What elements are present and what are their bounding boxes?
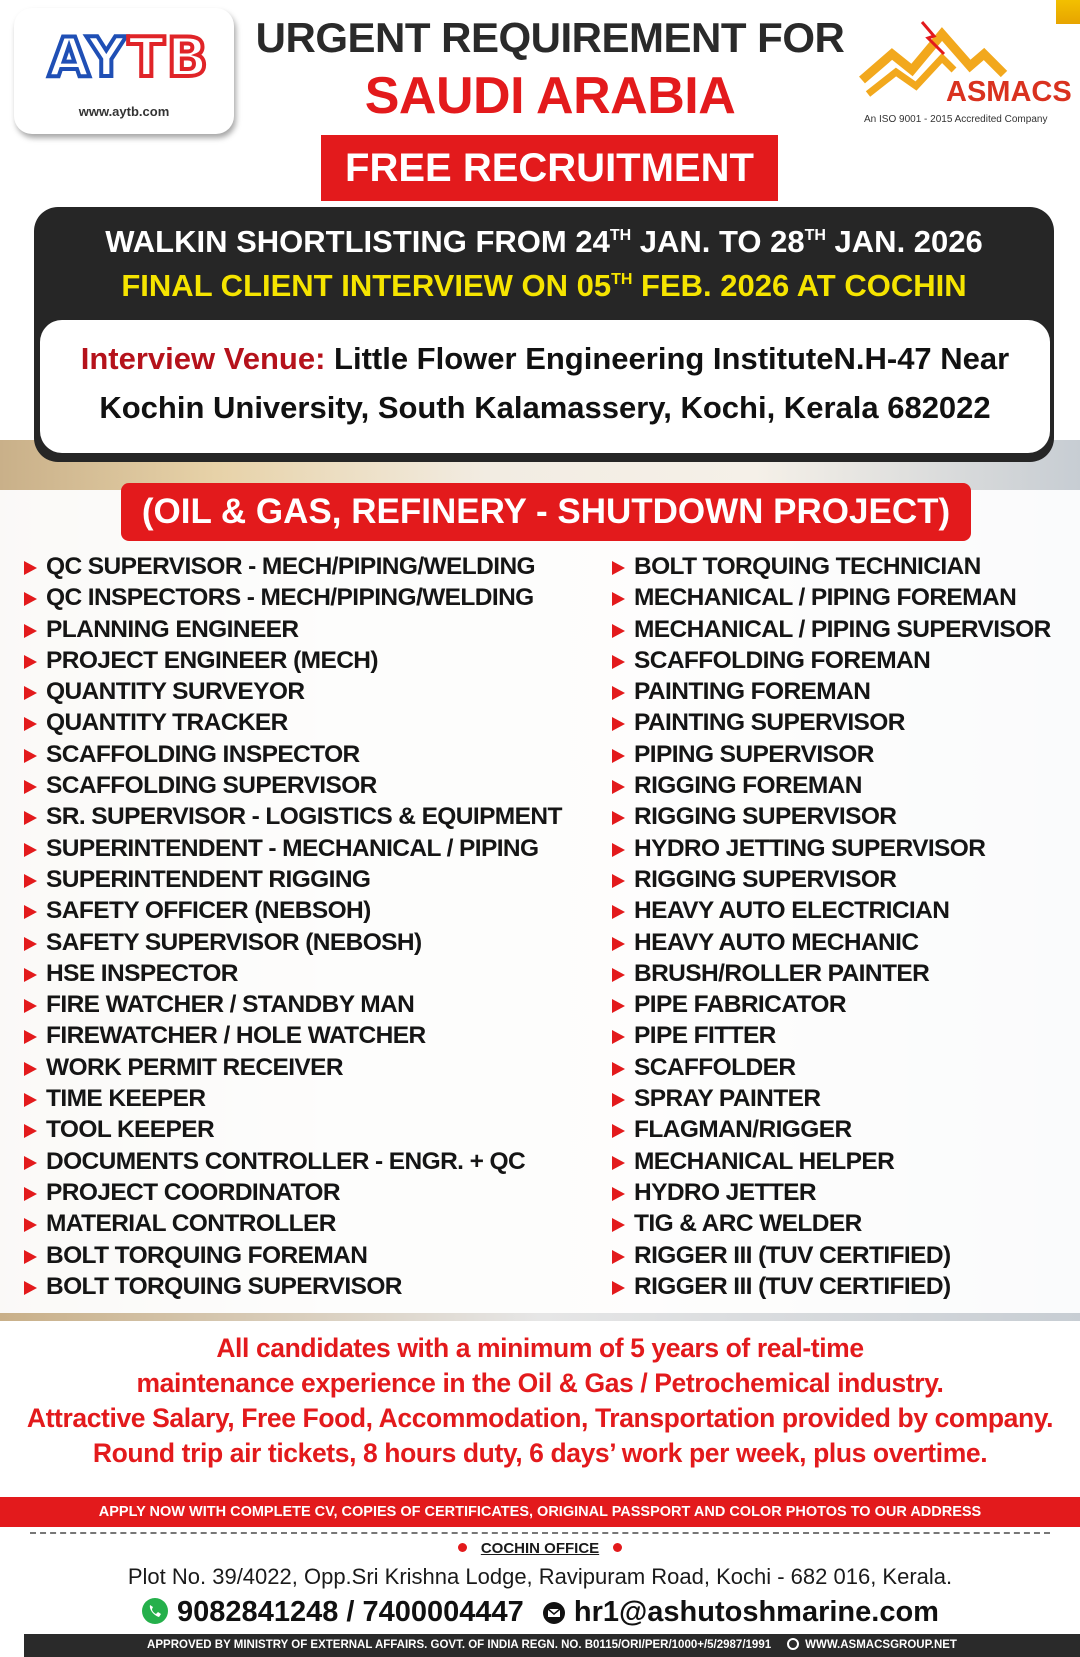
final-interview-date: FINAL CLIENT INTERVIEW ON 05TH FEB. 2026 AT COCHIN — [121, 268, 967, 303]
job-item — [24, 833, 584, 864]
job-item — [24, 958, 584, 989]
triangle-bullet-icon — [612, 1250, 625, 1264]
footer-bar — [24, 1634, 1080, 1657]
job-title: QC INSPECTORS - MECH/PIPING/WELDING — [46, 584, 534, 612]
condition-line: All candidates with a minimum of 5 years of real-time — [216, 1333, 864, 1363]
job-title: SCAFFOLDER — [634, 1053, 796, 1081]
job-item — [612, 958, 1072, 989]
walkin-dates: WALKIN SHORTLISTING FROM 24TH JAN. TO 28TH JAN. 2026 — [105, 224, 983, 259]
job-title: BOLT TORQUING TECHNICIAN — [634, 553, 981, 580]
job-title: RIGGING SUPERVISOR — [634, 865, 897, 893]
office-heading — [0, 1540, 1080, 1557]
approval-text: APPROVED BY MINISTRY OF EXTERNAL AFFAIRS. GOVT. OF INDIA REGN. NO. B0115/ORI/PER/1000+/5/2987/1991 — [147, 1639, 772, 1651]
triangle-bullet-icon — [24, 780, 37, 794]
job-title: HYDRO JETTER — [634, 1178, 817, 1206]
job-title: BOLT TORQUING FOREMAN — [46, 1241, 368, 1269]
triangle-bullet-icon — [24, 1030, 37, 1044]
triangle-bullet-icon — [612, 811, 625, 825]
whatsapp-icon — [141, 1597, 169, 1633]
triangle-bullet-icon — [612, 843, 625, 857]
triangle-bullet-icon — [612, 874, 625, 888]
triangle-bullet-icon — [612, 686, 625, 700]
conditions-text — [0, 1331, 1080, 1471]
job-item — [612, 1146, 1072, 1177]
job-title: BRUSH/ROLLER PAINTER — [634, 959, 930, 987]
triangle-bullet-icon — [612, 1281, 625, 1295]
job-title: PIPE FABRICATOR — [634, 991, 846, 1019]
job-item — [612, 770, 1072, 801]
triangle-bullet-icon — [24, 905, 37, 919]
triangle-bullet-icon — [24, 1218, 37, 1232]
globe-icon — [787, 1638, 799, 1650]
job-title: SAFETY OFFICER (NEBSOH) — [46, 897, 371, 925]
job-title: PIPING SUPERVISOR — [634, 740, 874, 768]
triangle-bullet-icon — [612, 1218, 625, 1232]
job-title: MECHANICAL / PIPING SUPERVISOR — [634, 615, 1051, 643]
job-title: PLANNING ENGINEER — [46, 615, 299, 643]
triangle-bullet-icon — [612, 1156, 625, 1170]
job-title: WORK PERMIT RECEIVER — [46, 1053, 343, 1081]
job-item — [612, 801, 1072, 832]
office-address: Plot No. 39/4022, Opp.Sri Krishna Lodge, Ravipuram Road, Kochi - 682 016, Kerala. — [127, 1564, 953, 1589]
condition-line: maintenance experience in the Oil & Gas / Petrochemical industry. — [136, 1368, 944, 1398]
triangle-bullet-icon — [612, 999, 625, 1013]
job-item — [24, 582, 584, 613]
office-label: COCHIN OFFICE — [480, 1540, 600, 1557]
job-title: SCAFFOLDING FOREMAN — [634, 646, 931, 674]
job-item — [612, 676, 1072, 707]
job-item — [612, 1177, 1072, 1208]
job-item — [612, 989, 1072, 1020]
job-title: QUANTITY SURVEYOR — [46, 678, 305, 706]
job-item — [612, 645, 1072, 676]
job-item — [24, 1114, 584, 1145]
job-title: RIGGER III (TUV CERTIFIED) — [634, 1272, 951, 1300]
triangle-bullet-icon — [24, 1187, 37, 1201]
triangle-bullet-icon — [612, 905, 625, 919]
job-list-right — [612, 551, 1072, 1302]
job-item — [612, 707, 1072, 738]
job-item — [612, 739, 1072, 770]
job-item — [612, 614, 1072, 645]
job-item — [24, 1271, 584, 1302]
job-item — [612, 1052, 1072, 1083]
job-item — [612, 1240, 1072, 1271]
section-divider — [0, 1313, 1080, 1321]
aytb-logo-word: AYTB — [48, 26, 210, 89]
job-item — [612, 1114, 1072, 1145]
triangle-bullet-icon — [612, 1093, 625, 1107]
triangle-bullet-icon — [24, 874, 37, 888]
triangle-bullet-icon — [612, 780, 625, 794]
job-title: HEAVY AUTO ELECTRICIAN — [634, 897, 950, 925]
job-item — [24, 770, 584, 801]
triangle-bullet-icon — [24, 561, 37, 575]
job-title: TIG & ARC WELDER — [634, 1210, 862, 1238]
job-title: SCAFFOLDING INSPECTOR — [46, 740, 360, 768]
job-item — [24, 739, 584, 770]
triangle-bullet-icon — [612, 1062, 625, 1076]
job-item — [24, 707, 584, 738]
job-item — [24, 927, 584, 958]
website-link[interactable]: WWW.ASMACSGROUP.NET — [805, 1639, 957, 1651]
job-title: HYDRO JETTING SUPERVISOR — [634, 834, 986, 862]
job-item — [612, 551, 1072, 582]
job-title: SUPERINTENDENT RIGGING — [46, 865, 371, 893]
job-title: PROJECT COORDINATOR — [46, 1178, 340, 1206]
triangle-bullet-icon — [612, 968, 625, 982]
job-title: MATERIAL CONTROLLER — [46, 1210, 336, 1238]
contact-line — [0, 1596, 1080, 1633]
job-title: FLAGMAN/RIGGER — [634, 1116, 852, 1144]
triangle-bullet-icon — [24, 1062, 37, 1076]
job-title: SAFETY SUPERVISOR (NEBOSH) — [46, 928, 422, 956]
apply-banner: APPLY NOW WITH COMPLETE CV, COPIES OF CERTIFICATES, ORIGINAL PASSPORT AND COLOR PHOTOS TO OUR ADDRESS — [0, 1497, 1080, 1527]
triangle-bullet-icon — [612, 749, 625, 763]
asmacs-brand: ASMACS — [946, 76, 1072, 108]
job-title: DOCUMENTS CONTROLLER - ENGR. + QC — [46, 1147, 526, 1175]
job-title: QC SUPERVISOR - MECH/PIPING/WELDING — [46, 553, 536, 580]
job-item — [612, 1271, 1072, 1302]
job-title: SCAFFOLDING SUPERVISOR — [46, 772, 377, 800]
job-title: RIGGING SUPERVISOR — [634, 803, 897, 831]
triangle-bullet-icon — [24, 1250, 37, 1264]
aytb-url: www.aytb.com — [78, 104, 170, 119]
job-title: PAINTING FOREMAN — [634, 678, 871, 706]
job-item — [24, 1208, 584, 1239]
phone-numbers[interactable]: 9082841248 / 7400004447 — [177, 1596, 524, 1628]
job-item — [24, 1052, 584, 1083]
triangle-bullet-icon — [612, 1187, 625, 1201]
email-address[interactable]: hr1@ashutoshmarine.com — [573, 1596, 939, 1628]
triangle-bullet-icon — [24, 999, 37, 1013]
asmacs-iso-text: An ISO 9001 - 2015 Accredited Company — [864, 114, 1048, 125]
triangle-bullet-icon — [612, 655, 625, 669]
job-list-left — [24, 551, 584, 1302]
job-title: PIPE FITTER — [634, 1022, 776, 1050]
job-title: MECHANICAL / PIPING FOREMAN — [634, 584, 1017, 612]
job-title: BOLT TORQUING SUPERVISOR — [46, 1272, 402, 1300]
job-item — [24, 1177, 584, 1208]
triangle-bullet-icon — [24, 655, 37, 669]
job-item — [612, 582, 1072, 613]
job-item — [612, 1083, 1072, 1114]
triangle-bullet-icon — [24, 717, 37, 731]
bullet-dot-icon — [458, 1543, 467, 1552]
job-item — [24, 1020, 584, 1051]
triangle-bullet-icon — [612, 717, 625, 731]
job-item — [24, 676, 584, 707]
job-item — [612, 1020, 1072, 1051]
job-title: MECHANICAL HELPER — [634, 1147, 895, 1175]
job-title: PAINTING SUPERVISOR — [634, 709, 905, 737]
venue-label: Interview Venue: — [80, 341, 326, 376]
job-title: QUANTITY TRACKER — [46, 709, 288, 737]
job-title: HSE INSPECTOR — [46, 959, 238, 987]
venue-address: Little Flower Engineering InstituteN.H-47 Near Kochin University, South Kalamassery, Kochi, Kerala 682022 — [99, 341, 1010, 425]
triangle-bullet-icon — [612, 1124, 625, 1138]
headline-country: SAUDI ARABIA — [364, 67, 736, 125]
job-item — [24, 1146, 584, 1177]
triangle-bullet-icon — [24, 811, 37, 825]
triangle-bullet-icon — [24, 592, 37, 606]
job-item — [24, 1083, 584, 1114]
condition-line: Attractive Salary, Free Food, Accommodation, Transportation provided by company. — [26, 1403, 1054, 1433]
job-title: HEAVY AUTO MECHANIC — [634, 928, 919, 956]
triangle-bullet-icon — [24, 749, 37, 763]
job-title: RIGGING FOREMAN — [634, 772, 862, 800]
triangle-bullet-icon — [24, 843, 37, 857]
job-item — [24, 1240, 584, 1271]
dashed-divider — [30, 1532, 1050, 1534]
job-item — [24, 989, 584, 1020]
triangle-bullet-icon — [24, 1093, 37, 1107]
asmacs-logo — [858, 14, 1072, 132]
triangle-bullet-icon — [612, 937, 625, 951]
triangle-bullet-icon — [24, 624, 37, 638]
job-item — [24, 645, 584, 676]
job-title: SPRAY PAINTER — [634, 1085, 821, 1113]
job-title: RIGGER III (TUV CERTIFIED) — [634, 1241, 951, 1269]
condition-line: Round trip air tickets, 8 hours duty, 6 days’ work per week, plus overtime. — [92, 1438, 988, 1468]
job-item — [612, 927, 1072, 958]
job-title: SUPERINTENDENT - MECHANICAL / PIPING — [46, 834, 539, 862]
job-item — [612, 864, 1072, 895]
triangle-bullet-icon — [24, 1281, 37, 1295]
triangle-bullet-icon — [612, 624, 625, 638]
interview-venue — [40, 320, 1050, 453]
triangle-bullet-icon — [24, 937, 37, 951]
triangle-bullet-icon — [24, 686, 37, 700]
job-item — [24, 801, 584, 832]
project-title: (OIL & GAS, REFINERY - SHUTDOWN PROJECT) — [121, 483, 971, 541]
job-item — [24, 551, 584, 582]
triangle-bullet-icon — [612, 1030, 625, 1044]
email-icon — [542, 1600, 566, 1633]
job-item — [612, 833, 1072, 864]
job-item — [24, 895, 584, 926]
job-item — [24, 864, 584, 895]
triangle-bullet-icon — [24, 1156, 37, 1170]
job-item — [612, 1208, 1072, 1239]
bullet-dot-icon — [613, 1543, 622, 1552]
job-title: TIME KEEPER — [46, 1085, 206, 1113]
headline-urgent: URGENT REQUIREMENT FOR — [255, 14, 845, 61]
triangle-bullet-icon — [24, 968, 37, 982]
triangle-bullet-icon — [612, 592, 625, 606]
free-recruitment-badge: FREE RECRUITMENT — [321, 135, 778, 201]
job-title: FIRE WATCHER / STANDBY MAN — [46, 991, 415, 1019]
job-title: PROJECT ENGINEER (MECH) — [46, 646, 378, 674]
job-title: SR. SUPERVISOR - LOGISTICS & EQUIPMENT — [46, 803, 562, 831]
job-item — [612, 895, 1072, 926]
job-title: TOOL KEEPER — [46, 1116, 215, 1144]
triangle-bullet-icon — [24, 1124, 37, 1138]
triangle-bullet-icon — [612, 561, 625, 575]
job-item — [24, 614, 584, 645]
aytb-logo — [14, 8, 234, 134]
job-title: FIREWATCHER / HOLE WATCHER — [46, 1022, 426, 1050]
